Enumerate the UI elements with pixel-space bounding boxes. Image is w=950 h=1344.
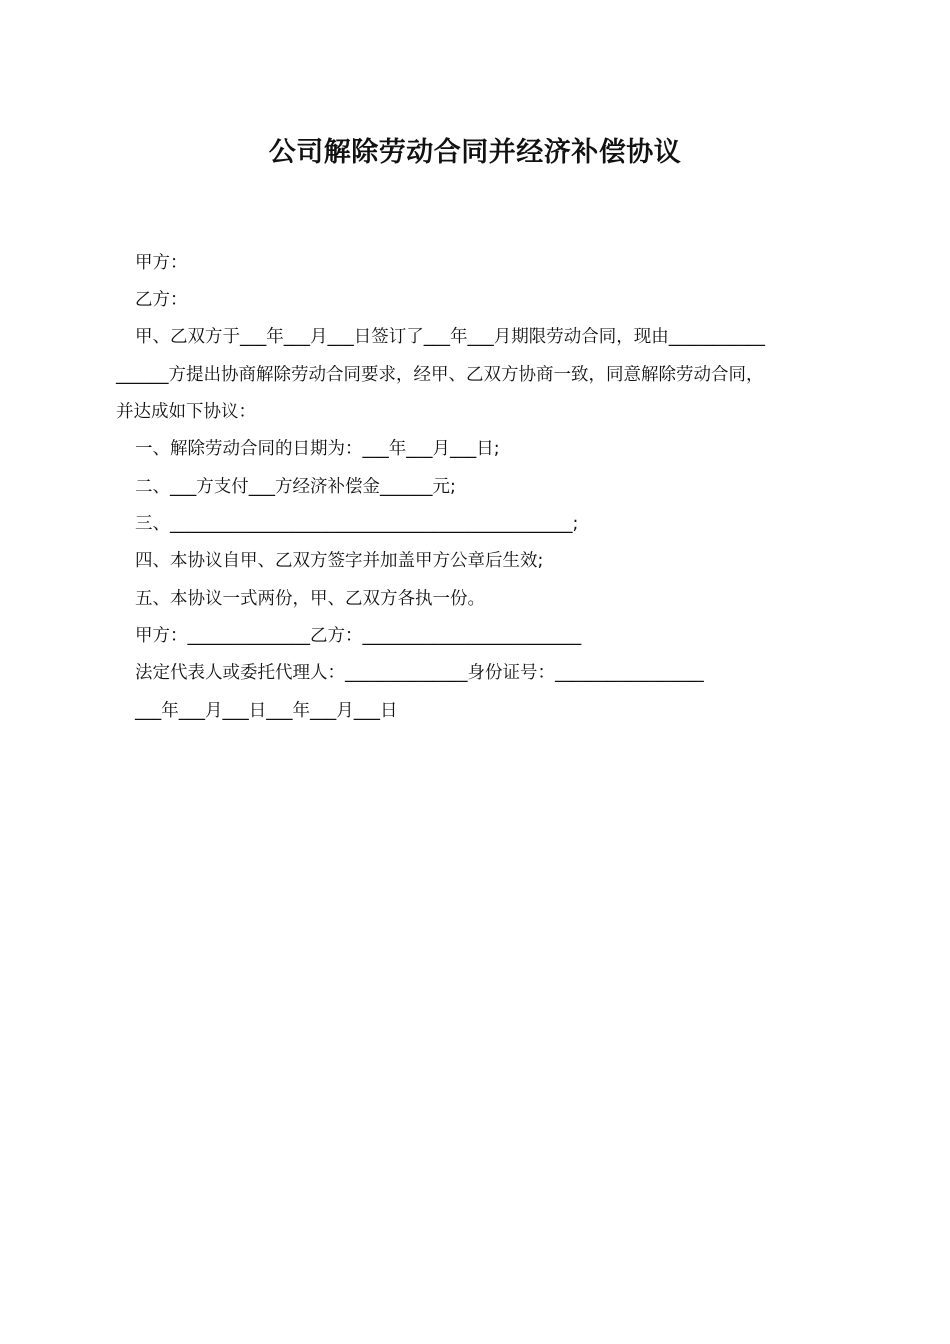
- date-line: ___年___月___日___年___月___日: [135, 701, 398, 721]
- representative-line: 法定代表人或委托代理人：______________身份证号：_________________: [135, 663, 704, 683]
- preamble-line-2: ______方提出协商解除劳动合同要求，经甲、乙双方协商一致，同意解除劳动合同，: [116, 365, 764, 385]
- party-b-line: 乙方：: [135, 290, 188, 310]
- document-title: 公司解除劳动合同并经济补偿协议: [268, 137, 682, 168]
- clause-1: 一、解除劳动合同的日期为：___年___月___日;: [135, 439, 500, 459]
- clause-3: 三、______________________________________________;: [135, 514, 579, 534]
- clause-4: 四、本协议自甲、乙双方签字并加盖甲方公章后生效;: [135, 551, 544, 571]
- clause-5: 五、本协议一式两份，甲、乙双方各执一份。: [135, 589, 485, 609]
- party-a-line: 甲方：: [135, 253, 188, 273]
- clause-2: 二、___方支付___方经济补偿金______元;: [135, 477, 456, 497]
- preamble-line-1: 甲、乙双方于___年___月___日签订了___年___月期限劳动合同，现由___________: [135, 327, 765, 347]
- preamble-line-3: 并达成如下协议：: [116, 402, 256, 422]
- signature-line: 甲方：______________乙方：_________________________: [135, 626, 582, 646]
